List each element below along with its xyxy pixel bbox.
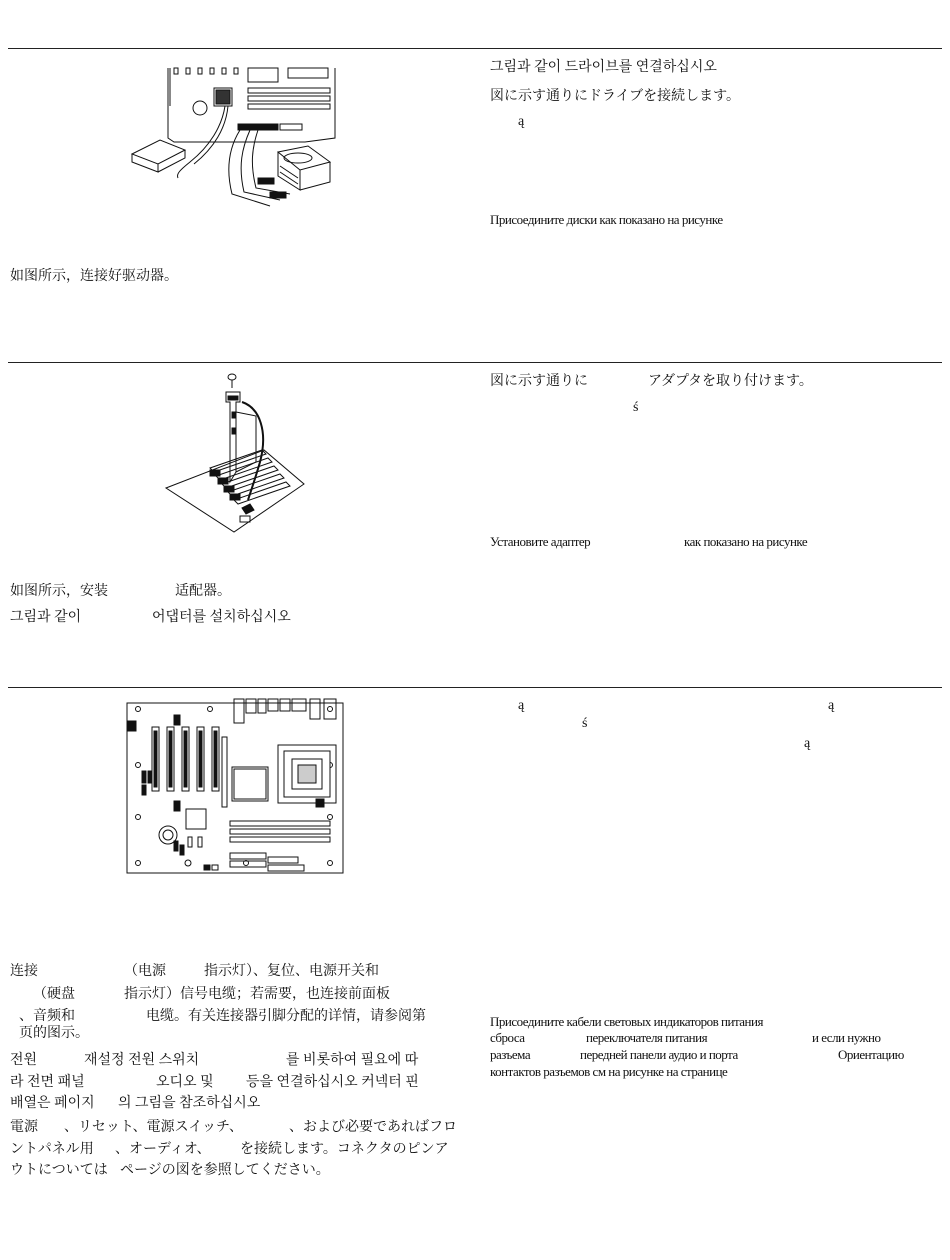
instruction-korean-b: 어댑터를 설치하십시오 bbox=[152, 610, 291, 625]
ru-line-3a: разъема bbox=[490, 1047, 531, 1062]
instruction-russian-a: Установите адаптер bbox=[490, 534, 591, 549]
motherboard-front-panel-illustration bbox=[126, 697, 346, 875]
instruction-russian: Присоедините диски как показано на рисунке bbox=[490, 212, 723, 227]
polish-char-3: ś bbox=[582, 716, 588, 731]
section-divider bbox=[8, 362, 942, 363]
zh-line-1b: （电源 bbox=[124, 964, 166, 979]
ko-line-2a: 라 전면 패널 bbox=[10, 1075, 85, 1090]
ko-line-1a: 전원 bbox=[10, 1053, 38, 1068]
ko-line-3b: 의 그림을 참조하십시오 bbox=[118, 1096, 261, 1111]
zh-line-3a: 、音频和 bbox=[19, 1009, 75, 1024]
ko-line-1c: 를 비롯하여 필요에 따 bbox=[286, 1053, 419, 1068]
ja-line-3b: ページの図を参照してください。 bbox=[120, 1163, 330, 1178]
drive-connection-illustration bbox=[130, 66, 340, 214]
ru-line-2c: и если нужно bbox=[812, 1030, 881, 1045]
instruction-chinese-b: 适配器。 bbox=[175, 584, 231, 599]
instruction-japanese: 図に示す通りにドライブを接続します。 bbox=[490, 89, 741, 104]
ko-line-1b: 재설정 전원 스위치 bbox=[84, 1053, 200, 1068]
instruction-korean-a: 그림과 같이 bbox=[10, 610, 82, 625]
instruction-polish: ś bbox=[633, 400, 639, 415]
zh-line-4a: 页的图示。 bbox=[19, 1026, 89, 1041]
ru-line-1a: Присоедините кабели световых индикаторов питания bbox=[490, 1014, 763, 1029]
zh-line-3b: 电缆。有关连接器引脚分配的详情，请参阅第 bbox=[146, 1009, 426, 1024]
instruction-japanese-b: アダプタを取り付けます。 bbox=[648, 374, 813, 389]
zh-line-2a: （硬盘 bbox=[33, 987, 75, 1002]
instruction-polish: ą bbox=[518, 114, 525, 129]
ko-line-2c: 등을 연결하십시오 커넥터 핀 bbox=[246, 1075, 419, 1090]
ja-line-2a: ントパネル用 bbox=[10, 1142, 94, 1157]
polish-char-1: ą bbox=[518, 698, 525, 713]
ru-line-3c: Ориентацию bbox=[838, 1047, 904, 1062]
section-divider bbox=[8, 687, 942, 688]
ja-line-1c: 、および必要であればフロ bbox=[289, 1120, 457, 1135]
polish-char-4: ą bbox=[804, 736, 811, 751]
zh-line-1a: 连接 bbox=[10, 964, 38, 979]
ko-line-2b: 오디오 및 bbox=[156, 1075, 214, 1090]
ja-line-3a: ウトについては bbox=[10, 1163, 108, 1178]
instruction-chinese: 如图所示，连接好驱动器。 bbox=[10, 269, 178, 284]
ja-line-1a: 電源 bbox=[10, 1120, 38, 1135]
zh-line-1c: 指示灯）、复位、电源开关和 bbox=[204, 964, 379, 979]
ja-line-2c: を接続します。コネクタのピンア bbox=[240, 1142, 449, 1157]
ko-line-3a: 배열은 페이지 bbox=[10, 1096, 95, 1111]
instruction-chinese-a: 如图所示，安装 bbox=[10, 584, 108, 599]
section-divider bbox=[8, 48, 942, 49]
polish-char-2: ą bbox=[828, 698, 835, 713]
instruction-japanese-a: 図に示す通りに bbox=[490, 374, 588, 389]
adapter-card-illustration bbox=[164, 372, 306, 540]
ru-line-2b: переключателя питания bbox=[586, 1030, 708, 1045]
ja-line-1b: 、リセット、電源スイッチ、 bbox=[64, 1120, 244, 1135]
ru-line-2a: сброса bbox=[490, 1030, 525, 1045]
ru-line-3b: передней панели аудио и порта bbox=[580, 1047, 738, 1062]
instruction-russian-b: как показано на рисунке bbox=[684, 534, 808, 549]
instruction-korean: 그림과 같이 드라이브를 연결하십시오 bbox=[490, 60, 717, 75]
ru-line-4a: контактов разъемов см на рисунке на странице bbox=[490, 1064, 728, 1079]
ja-line-2b: 、オーディオ、 bbox=[115, 1142, 211, 1157]
zh-line-2b: 指示灯）信号电缆；若需要，也连接前面板 bbox=[124, 987, 390, 1002]
